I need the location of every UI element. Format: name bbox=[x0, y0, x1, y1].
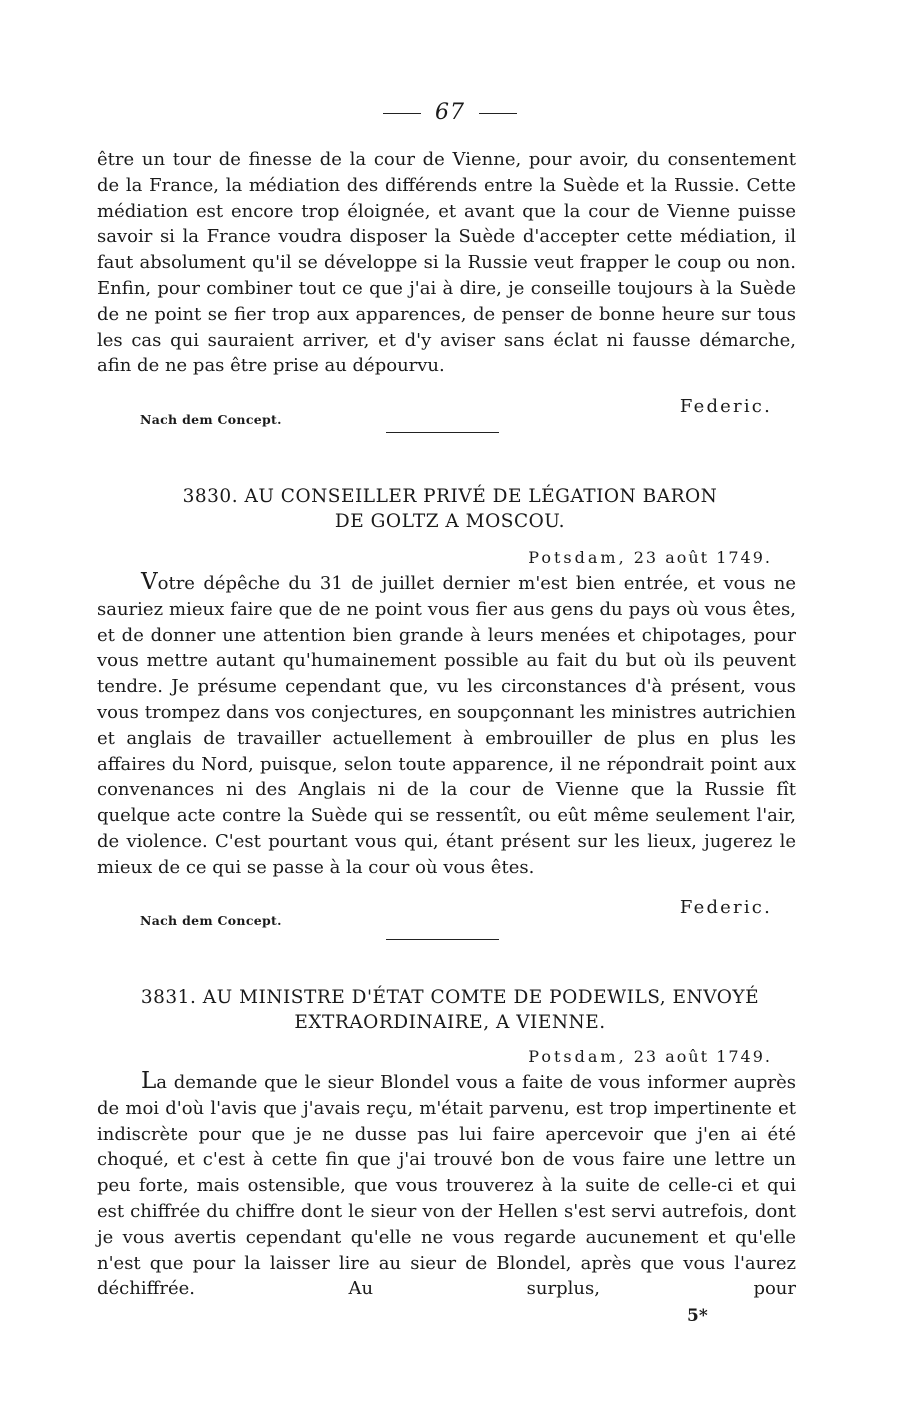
initial-letter-3830: V bbox=[141, 569, 158, 595]
heading-3831-line1: AU MINISTRE D'ÉTAT COMTE DE PODEWILS, ENVOYÉ bbox=[202, 987, 760, 1008]
header-dash-right bbox=[479, 113, 517, 114]
letter-3830-text: otre dépêche du 31 de juillet dernier m'est bien entrée, et vous ne sauriez mieux faire que de ne point vous fier aus gens du pays où vous êtes, et de donner une attention bien grande à leurs menées et chipotages, pour vous mettre autant qu'humainement possible au fait du but où ils peuvent tendre. Je présume cependant que, vu les circonstances d'à présent, vous vous trompez dans vos conjectures, en soupçonnant les ministres autrichien et anglais de travailler actuellement à embrouiller de plus en plus les affaires du Nord, puisque, selon toute apparence, il ne répondrait point aux convenances ni des Anglais ni de la cour de Vienne que la Russie fît quelque acte contre la Suède qui se ressentît, ou eût même seulement l'air, de violence. C'est pourtant vous qui, étant présent sur les lieux, jugerez le mieux de ce qui se passe à la cour où vous êtes. bbox=[97, 573, 796, 878]
page-header bbox=[0, 100, 900, 125]
dateline-3830-date: 23 août 1749. bbox=[633, 548, 772, 567]
continued-paragraph: être un tour de finesse de la cour de Vienne, pour avoir, du consentement de la France, la médiation des différends entre la Suède et la Russie. Cette médiation est encore trop éloignée, et avant que la cour de Vienne puisse savoir si la France voudra disposer la Suède d'accepter cette médiation, il faut absolument qu'il se développe si la Russie veut frapper le coup ou non. Enfin, pour combiner tout ce que j'ai à dire, je conseille toujours à la Suède de ne point se fier trop aux apparences, de penser de bonne heure sur tous les cas qui sauraient arriver, et d'y aviser sans éclat ni fausse démarche, afin de ne pas être prise au dépourvu. bbox=[97, 149, 796, 377]
source-note-top: Nach dem Concept. bbox=[140, 412, 282, 427]
section-divider-2 bbox=[386, 939, 499, 940]
dateline-3831-date: 23 août 1749. bbox=[633, 1047, 772, 1066]
heading-3831-line2: EXTRAORDINAIRE, A VIENNE. bbox=[294, 1012, 606, 1033]
letter-3831-body bbox=[97, 1069, 796, 1302]
letter-heading-3831 bbox=[0, 985, 900, 1035]
letter-3831-text: a demande que le sieur Blondel vous a faite de vous informer auprès de moi d'où l'avis que j'avais reçu, m'était parvenu, est trop impertinente et indiscrète pour que je ne dusse pas lui faire apercevoir que j'en ai été choqué, et c'est à cette fin que j'ai trouvé bon de vous faire une lettre un peu forte, mais ostensible, que vous trouverez à la suite de celle-ci et qui est chiffrée du chiffre dont le sieur von der Hellen s'est servi autrefois, dont je vous avertis cependant qu'elle ne vous regarde aucunement et qu'elle n'est que pour la laisser lire au sieur de Blondel, après que vous l'aurez déchiffrée. Au surplus, pour bbox=[97, 1072, 796, 1300]
section-divider-1 bbox=[386, 432, 499, 433]
signature-mark: 5* bbox=[687, 1306, 708, 1326]
heading-3830-line1: AU CONSEILLER PRIVÉ DE LÉGATION BARON bbox=[244, 486, 718, 507]
dateline-3831-place: Potsdam, bbox=[528, 1047, 627, 1066]
dateline-3831 bbox=[528, 1047, 772, 1066]
initial-letter-3831: L bbox=[141, 1068, 157, 1094]
page-number: 67 bbox=[435, 100, 465, 125]
header-dash-left bbox=[383, 113, 421, 114]
letter-number-3831: 3831. bbox=[140, 987, 197, 1008]
dateline-3830 bbox=[528, 548, 772, 567]
signature-federic-3830: Federic. bbox=[679, 897, 772, 918]
letter-3830-body bbox=[97, 570, 796, 881]
signature-federic-top: Federic. bbox=[679, 396, 772, 417]
dateline-3830-place: Potsdam, bbox=[528, 548, 627, 567]
letter-number-3830: 3830. bbox=[182, 486, 239, 507]
source-note-3830: Nach dem Concept. bbox=[140, 913, 282, 928]
letter-heading-3830 bbox=[0, 484, 900, 534]
heading-3830-line2: DE GOLTZ A MOSCOU. bbox=[334, 511, 566, 532]
